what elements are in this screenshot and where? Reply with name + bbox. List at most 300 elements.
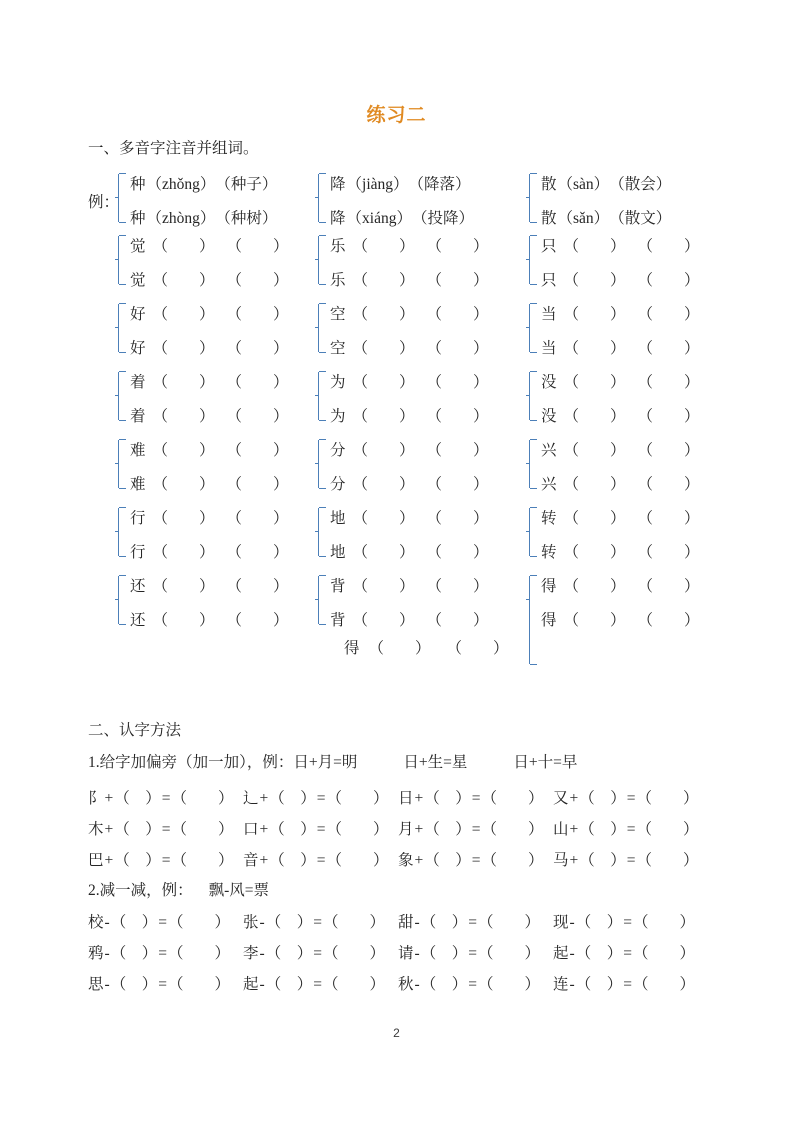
subtract-operand-blank[interactable]: （ ）	[265, 945, 313, 962]
add-radical-operator: +	[104, 790, 114, 807]
pinyin-blank[interactable]: （ ）	[152, 544, 215, 561]
word-blank[interactable]: （ ）	[637, 340, 700, 357]
group-brace	[318, 304, 327, 352]
polyphonic-character: 空	[330, 306, 346, 323]
word-blank[interactable]: （ ）	[426, 442, 489, 459]
polyphonic-character: 只	[541, 238, 557, 255]
pinyin-blank[interactable]: （ ）	[352, 612, 415, 629]
polyphonic-row	[330, 502, 495, 536]
polyphonic-character: 转	[541, 510, 557, 527]
example-pinyin: （sǎn）	[557, 210, 610, 227]
group-brace	[529, 304, 538, 352]
add-radical-item[interactable]	[553, 817, 708, 839]
word-blank[interactable]: （ ）	[426, 374, 489, 391]
pinyin-blank[interactable]: （ ）	[563, 272, 626, 289]
add-radical-result-blank[interactable]: （ ）	[326, 790, 389, 807]
polyphonic-character: 得	[541, 578, 557, 595]
polyphonic-rows	[541, 434, 706, 502]
example-pinyin: （jiàng）	[346, 176, 409, 193]
subtract-item[interactable]	[553, 910, 708, 932]
pinyin-blank[interactable]: （ ）	[563, 408, 626, 425]
add-radical-example: 日+十=早	[513, 754, 578, 771]
subtract-result-blank[interactable]: （ ）	[167, 914, 230, 931]
subtract-equals: =	[158, 945, 167, 962]
add-radical-equals: =	[471, 790, 481, 807]
word-blank[interactable]: （ ）	[426, 510, 489, 527]
polyphonic-rows	[541, 366, 706, 434]
pinyin-blank[interactable]: （ ）	[563, 238, 626, 255]
word-blank[interactable]: （ ）	[226, 578, 289, 595]
brace-nub	[115, 197, 119, 198]
word-blank[interactable]: （ ）	[637, 476, 700, 493]
subtract-result-blank[interactable]: （ ）	[322, 976, 385, 993]
subtract-character: 连	[553, 976, 569, 993]
polyphonic-rows	[130, 298, 295, 366]
add-radical-row	[88, 848, 708, 870]
add-radical-item[interactable]	[88, 817, 243, 839]
word-blank[interactable]: （ ）	[226, 510, 289, 527]
brace-nub	[526, 259, 530, 260]
subtract-example: 飘-风=票	[208, 882, 270, 899]
subtract-character: 校	[88, 914, 104, 931]
subtract-operand-blank[interactable]: （ ）	[575, 945, 623, 962]
word-blank[interactable]: （ ）	[226, 476, 289, 493]
add-radical-operator: +	[569, 790, 579, 807]
word-blank[interactable]: （ ）	[226, 544, 289, 561]
add-radical-operator: +	[569, 852, 579, 869]
polyphonic-row	[330, 536, 495, 570]
add-radical-result-blank[interactable]: （ ）	[326, 821, 389, 838]
pinyin-blank[interactable]: （ ）	[152, 306, 215, 323]
brace-nub	[315, 531, 319, 532]
add-radical-operator: +	[104, 821, 114, 838]
polyphonic-character: 难	[130, 476, 146, 493]
polyphonic-character: 难	[130, 442, 146, 459]
subtract-operand-blank[interactable]: （ ）	[420, 976, 468, 993]
add-radical-operand-blank[interactable]: （ ）	[424, 821, 471, 838]
add-radical-row	[88, 817, 708, 839]
pinyin-blank[interactable]: （ ）	[152, 476, 215, 493]
subtract-result-blank[interactable]: （ ）	[632, 976, 695, 993]
polyphonic-character: 分	[330, 442, 346, 459]
subtract-character: 请	[398, 945, 414, 962]
polyphonic-character: 地	[330, 544, 346, 561]
word-blank[interactable]: （ ）	[226, 238, 289, 255]
example-pinyin: （zhǒng）	[146, 176, 216, 193]
polyphonic-rows	[130, 502, 295, 570]
word-blank[interactable]: （ ）	[637, 442, 700, 459]
subtract-character: 秋	[398, 976, 414, 993]
add-radical-item[interactable]	[398, 786, 553, 808]
add-radical-character: 辶	[243, 790, 259, 807]
polyphonic-character: 觉	[130, 238, 146, 255]
polyphonic-character: 好	[130, 340, 146, 357]
subtract-operand-blank[interactable]: （ ）	[110, 976, 158, 993]
word-blank[interactable]: （ ）	[226, 612, 289, 629]
polyphonic-character: 为	[330, 374, 346, 391]
subtract-item[interactable]	[243, 972, 398, 994]
add-radical-equals: =	[316, 821, 326, 838]
pinyin-blank[interactable]: （ ）	[352, 510, 415, 527]
word-blank[interactable]: （ ）	[637, 272, 700, 289]
brace-nub	[315, 327, 319, 328]
example-label: 例：	[88, 194, 120, 211]
subtract-operator: -	[259, 945, 265, 962]
brace-nub	[315, 259, 319, 260]
add-radical-result-blank[interactable]: （ ）	[326, 852, 389, 869]
add-radical-character: 马	[553, 852, 569, 869]
subtract-operator: -	[104, 976, 110, 993]
subtract-operand-blank[interactable]: （ ）	[420, 914, 468, 931]
polyphonic-row	[541, 536, 706, 570]
subtract-result-blank[interactable]: （ ）	[632, 945, 695, 962]
example-word: （散文）	[609, 210, 672, 227]
polyphonic-character: 好	[130, 306, 146, 323]
pinyin-blank[interactable]: （ ）	[368, 640, 431, 657]
polyphonic-row	[541, 298, 706, 332]
add-radical-equals: =	[626, 790, 636, 807]
word-blank[interactable]: （ ）	[226, 408, 289, 425]
subtract-result-blank[interactable]: （ ）	[167, 976, 230, 993]
subtract-operand-blank[interactable]: （ ）	[110, 945, 158, 962]
word-blank[interactable]: （ ）	[426, 408, 489, 425]
add-radical-result-blank[interactable]: （ ）	[171, 852, 234, 869]
subtract-result-blank[interactable]: （ ）	[477, 945, 540, 962]
add-radical-result-blank[interactable]: （ ）	[171, 790, 234, 807]
pinyin-blank[interactable]: （ ）	[352, 272, 415, 289]
brace-nub	[315, 395, 319, 396]
brace-nub	[526, 197, 530, 198]
add-radical-item[interactable]	[243, 786, 398, 808]
add-radical-result-blank[interactable]: （ ）	[636, 790, 699, 807]
polyphonic-row	[330, 570, 495, 604]
word-blank[interactable]: （ ）	[446, 640, 509, 657]
add-radical-equals: =	[161, 821, 171, 838]
example-row	[330, 168, 474, 202]
example-row	[541, 168, 671, 202]
subtract-operator: -	[414, 945, 420, 962]
brace-nub	[115, 395, 119, 396]
add-radical-row	[88, 786, 708, 808]
polyphonic-rows	[330, 502, 495, 570]
subtract-equals: =	[623, 976, 632, 993]
add-radical-item[interactable]	[88, 848, 243, 870]
polyphonic-row	[541, 230, 706, 264]
polyphonic-row	[130, 468, 295, 502]
add-radical-operator: +	[414, 821, 424, 838]
group-brace	[318, 372, 327, 420]
pinyin-blank[interactable]: （ ）	[352, 578, 415, 595]
word-blank[interactable]: （ ）	[637, 510, 700, 527]
pinyin-blank[interactable]: （ ）	[352, 442, 415, 459]
add-radical-operand-blank[interactable]: （ ）	[269, 790, 316, 807]
pinyin-blank[interactable]: （ ）	[563, 374, 626, 391]
polyphonic-row	[330, 366, 495, 400]
add-radical-operator: +	[259, 852, 269, 869]
add-radical-item[interactable]	[243, 817, 398, 839]
polyphonic-character: 为	[330, 408, 346, 425]
subtract-item[interactable]	[88, 910, 243, 932]
pinyin-blank[interactable]: （ ）	[563, 510, 626, 527]
pinyin-blank[interactable]: （ ）	[152, 442, 215, 459]
word-blank[interactable]: （ ）	[426, 612, 489, 629]
add-radical-character: 木	[88, 821, 104, 838]
add-radical-item[interactable]	[243, 848, 398, 870]
group-brace	[118, 508, 127, 556]
group-brace	[118, 576, 127, 624]
polyphonic-row	[330, 400, 495, 434]
polyphonic-row	[541, 434, 706, 468]
add-radical-character: 阝	[88, 790, 104, 807]
add-radical-operand-blank[interactable]: （ ）	[579, 852, 626, 869]
brace-nub	[115, 531, 119, 532]
subtract-operand-blank[interactable]: （ ）	[420, 945, 468, 962]
section-1-heading: 一、多音字注音并组词。	[88, 140, 259, 157]
polyphonic-rows	[330, 298, 495, 366]
polyphonic-row	[330, 332, 495, 366]
group-brace	[529, 440, 538, 488]
subtract-item[interactable]	[398, 941, 553, 963]
example-pinyin: （sàn）	[557, 176, 610, 193]
add-radical-result-blank[interactable]: （ ）	[636, 852, 699, 869]
polyphonic-character: 没	[541, 408, 557, 425]
word-blank[interactable]: （ ）	[426, 340, 489, 357]
group-brace	[118, 236, 127, 284]
pinyin-blank[interactable]: （ ）	[152, 238, 215, 255]
add-radical-operator: +	[414, 852, 424, 869]
subtract-equals: =	[468, 945, 477, 962]
pinyin-blank[interactable]: （ ）	[352, 476, 415, 493]
group-brace	[529, 372, 538, 420]
add-radical-operator: +	[569, 821, 579, 838]
add-radical-label: 1.给字加偏旁（加一加），例：日+月=明	[88, 754, 358, 771]
pinyin-blank[interactable]: （ ）	[152, 510, 215, 527]
add-radical-operand-blank[interactable]: （ ）	[114, 852, 161, 869]
subtract-item[interactable]	[553, 972, 708, 994]
polyphonic-character: 只	[541, 272, 557, 289]
subtract-character: 鸦	[88, 945, 104, 962]
polyphonic-row	[541, 332, 706, 366]
add-radical-result-blank[interactable]: （ ）	[481, 852, 544, 869]
pinyin-blank[interactable]: （ ）	[152, 408, 215, 425]
add-radical-equals: =	[471, 852, 481, 869]
add-radical-operand-blank[interactable]: （ ）	[269, 821, 316, 838]
word-blank[interactable]: （ ）	[226, 272, 289, 289]
word-blank[interactable]: （ ）	[637, 306, 700, 323]
word-blank[interactable]: （ ）	[637, 544, 700, 561]
add-radical-character: 象	[398, 852, 414, 869]
subtract-result-blank[interactable]: （ ）	[477, 976, 540, 993]
brace-nub	[115, 463, 119, 464]
polyphonic-row	[130, 264, 295, 298]
example-character: 降	[330, 176, 346, 193]
subtract-item[interactable]	[88, 941, 243, 963]
group-brace	[529, 576, 538, 664]
polyphonic-row	[541, 366, 706, 400]
polyphonic-rows	[330, 434, 495, 502]
pinyin-blank[interactable]: （ ）	[352, 306, 415, 323]
pinyin-blank[interactable]: （ ）	[352, 374, 415, 391]
word-blank[interactable]: （ ）	[426, 306, 489, 323]
polyphonic-row	[130, 536, 295, 570]
polyphonic-character: 地	[330, 510, 346, 527]
polyphonic-rows	[541, 570, 706, 638]
polyphonic-character: 兴	[541, 442, 557, 459]
polyphonic-rows	[130, 230, 295, 298]
subtract-result-blank[interactable]: （ ）	[632, 914, 695, 931]
add-radical-operand-blank[interactable]: （ ）	[114, 790, 161, 807]
word-blank[interactable]: （ ）	[226, 306, 289, 323]
polyphonic-rows	[541, 298, 706, 366]
add-radical-item[interactable]	[398, 848, 553, 870]
polyphonic-rows	[330, 570, 495, 638]
pinyin-blank[interactable]: （ ）	[563, 544, 626, 561]
polyphonic-character: 没	[541, 374, 557, 391]
add-radical-item[interactable]	[553, 848, 708, 870]
subtract-operand-blank[interactable]: （ ）	[575, 976, 623, 993]
polyphonic-row	[541, 604, 706, 638]
subtract-item[interactable]	[553, 941, 708, 963]
word-blank[interactable]: （ ）	[426, 238, 489, 255]
pinyin-blank[interactable]: （ ）	[152, 612, 215, 629]
word-blank[interactable]: （ ）	[226, 374, 289, 391]
brace-nub	[526, 531, 530, 532]
subtract-equals: =	[313, 976, 322, 993]
add-radical-operand-blank[interactable]: （ ）	[579, 790, 626, 807]
pinyin-blank[interactable]: （ ）	[152, 340, 215, 357]
group-brace	[118, 174, 127, 222]
add-radical-example: 日+生=星	[403, 754, 468, 771]
subtract-result-blank[interactable]: （ ）	[322, 945, 385, 962]
word-blank[interactable]: （ ）	[426, 578, 489, 595]
add-radical-item[interactable]	[88, 786, 243, 808]
add-radical-operand-blank[interactable]: （ ）	[269, 852, 316, 869]
polyphonic-character: 乐	[330, 272, 346, 289]
subtract-character: 甜	[398, 914, 414, 931]
word-blank[interactable]: （ ）	[426, 544, 489, 561]
add-radical-item[interactable]	[398, 817, 553, 839]
brace-nub	[526, 327, 530, 328]
add-radical-result-blank[interactable]: （ ）	[171, 821, 234, 838]
add-radical-operand-blank[interactable]: （ ）	[424, 790, 471, 807]
subtract-item[interactable]	[243, 941, 398, 963]
add-radical-operand-blank[interactable]: （ ）	[114, 821, 161, 838]
subtract-item[interactable]	[88, 972, 243, 994]
pinyin-blank[interactable]: （ ）	[352, 238, 415, 255]
word-blank[interactable]: （ ）	[226, 442, 289, 459]
word-blank[interactable]: （ ）	[426, 476, 489, 493]
polyphonic-character: 着	[130, 374, 146, 391]
polyphonic-row	[130, 434, 295, 468]
pinyin-blank[interactable]: （ ）	[152, 272, 215, 289]
subtract-operand-blank[interactable]: （ ）	[265, 914, 313, 931]
subtract-result-blank[interactable]: （ ）	[322, 914, 385, 931]
add-radical-instruction	[88, 750, 577, 772]
subtract-row	[88, 972, 708, 994]
word-blank[interactable]: （ ）	[637, 612, 700, 629]
group-brace	[118, 304, 127, 352]
example-row	[130, 168, 277, 202]
polyphonic-character: 背	[330, 578, 346, 595]
group-brace	[318, 174, 327, 222]
word-blank[interactable]: （ ）	[226, 340, 289, 357]
subtract-operand-blank[interactable]: （ ）	[265, 976, 313, 993]
polyphonic-character: 还	[130, 578, 146, 595]
example-word: （投降）	[411, 210, 474, 227]
polyphonic-rows	[541, 502, 706, 570]
subtract-character: 李	[243, 945, 259, 962]
polyphonic-rows	[130, 434, 295, 502]
add-radical-operand-blank[interactable]: （ ）	[424, 852, 471, 869]
add-radical-operator: +	[104, 852, 114, 869]
pinyin-blank[interactable]: （ ）	[563, 306, 626, 323]
example-pinyin: （xiáng）	[346, 210, 412, 227]
example-word: （散会）	[609, 176, 672, 193]
word-blank[interactable]: （ ）	[637, 374, 700, 391]
pinyin-blank[interactable]: （ ）	[563, 612, 626, 629]
subtract-item[interactable]	[243, 910, 398, 932]
add-radical-result-blank[interactable]: （ ）	[636, 821, 699, 838]
pinyin-blank[interactable]: （ ）	[352, 340, 415, 357]
add-radical-item[interactable]	[553, 786, 708, 808]
subtract-result-blank[interactable]: （ ）	[167, 945, 230, 962]
pinyin-blank[interactable]: （ ）	[563, 578, 626, 595]
subtract-result-blank[interactable]: （ ）	[477, 914, 540, 931]
brace-nub	[526, 599, 530, 600]
pinyin-blank[interactable]: （ ）	[152, 374, 215, 391]
subtract-operand-blank[interactable]: （ ）	[575, 914, 623, 931]
polyphonic-row	[130, 298, 295, 332]
word-blank[interactable]: （ ）	[637, 408, 700, 425]
polyphonic-rows	[330, 366, 495, 434]
pinyin-blank[interactable]: （ ）	[563, 340, 626, 357]
word-blank[interactable]: （ ）	[637, 578, 700, 595]
add-radical-character: 山	[553, 821, 569, 838]
add-radical-result-blank[interactable]: （ ）	[481, 790, 544, 807]
subtract-item[interactable]	[398, 972, 553, 994]
subtract-character: 起	[553, 945, 569, 962]
polyphonic-row	[541, 400, 706, 434]
group-brace	[318, 576, 327, 624]
polyphonic-row	[130, 332, 295, 366]
subtract-item[interactable]	[398, 910, 553, 932]
word-blank[interactable]: （ ）	[637, 238, 700, 255]
page-title: 练习二	[366, 105, 427, 126]
pinyin-blank[interactable]: （ ）	[563, 476, 626, 493]
add-radical-operand-blank[interactable]: （ ）	[579, 821, 626, 838]
polyphonic-row	[330, 264, 495, 298]
word-blank[interactable]: （ ）	[426, 272, 489, 289]
group-brace	[318, 236, 327, 284]
pinyin-blank[interactable]: （ ）	[563, 442, 626, 459]
group-brace	[318, 440, 327, 488]
add-radical-equals: =	[626, 821, 636, 838]
add-radical-result-blank[interactable]: （ ）	[481, 821, 544, 838]
brace-nub	[115, 327, 119, 328]
subtract-equals: =	[468, 914, 477, 931]
add-radical-equals: =	[161, 790, 171, 807]
polyphonic-row	[330, 632, 517, 666]
group-brace	[118, 440, 127, 488]
brace-nub	[115, 599, 119, 600]
add-radical-operator: +	[259, 821, 269, 838]
pinyin-blank[interactable]: （ ）	[152, 578, 215, 595]
pinyin-blank[interactable]: （ ）	[352, 544, 415, 561]
add-radical-character: 日	[398, 790, 414, 807]
subtract-operand-blank[interactable]: （ ）	[110, 914, 158, 931]
pinyin-blank[interactable]: （ ）	[352, 408, 415, 425]
subtract-character: 起	[243, 976, 259, 993]
